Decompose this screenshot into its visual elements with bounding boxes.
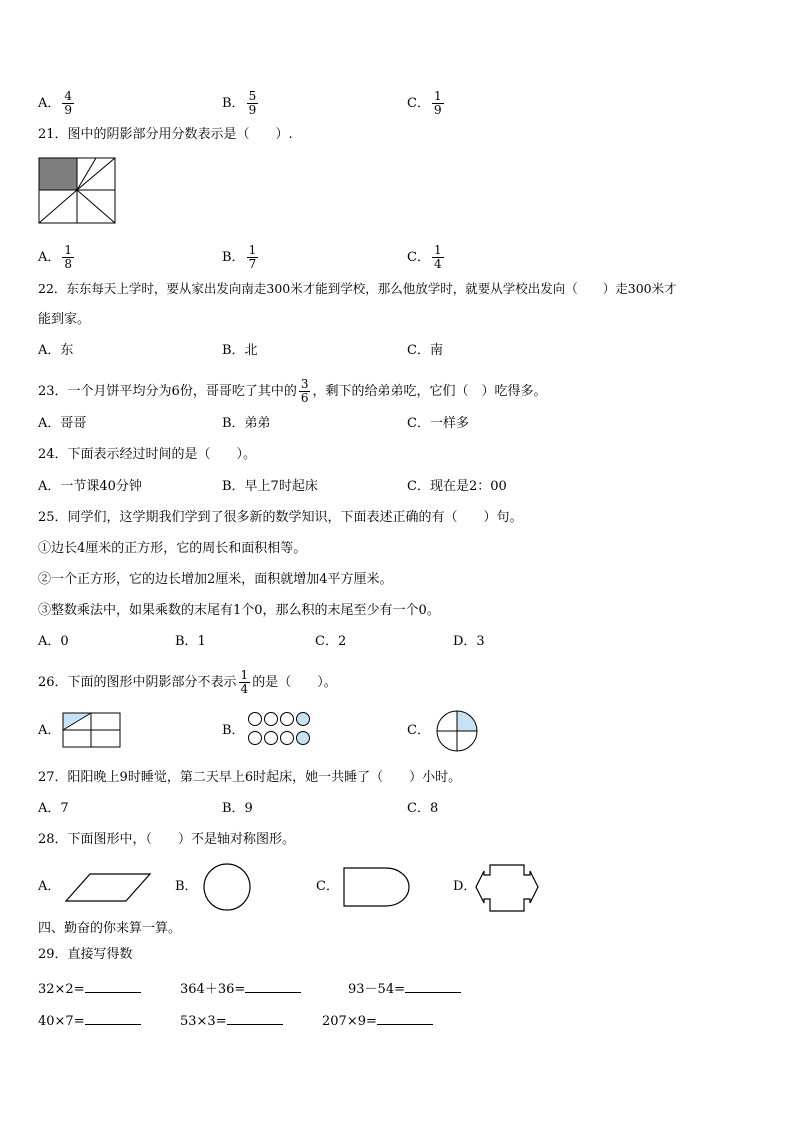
fraction: $\frac{5}{9}$ (248, 89, 257, 117)
q28-option-b[interactable]: B． (175, 879, 198, 894)
q24-option-a[interactable]: A．一节课40分钟 (38, 479, 142, 494)
q22-option-a[interactable]: A．东 (38, 343, 74, 358)
q20-option-c[interactable]: C． $\frac{1}{9}$ (407, 89, 442, 117)
q26-option-c[interactable]: C． (407, 723, 430, 738)
answer-blank[interactable] (245, 980, 301, 993)
fraction: $\frac{1}{4}$ (240, 668, 249, 696)
q22-option-b[interactable]: B．北 (222, 343, 258, 358)
q28-option-a[interactable]: A． (38, 879, 61, 894)
q21-option-b[interactable]: B． $\frac{1}{7}$ (222, 243, 257, 271)
q21-option-a[interactable]: A． $\frac{1}{8}$ (38, 243, 73, 271)
q29-expression-6: 207×9= (322, 1012, 433, 1030)
q29-expression-3: 93－54= (348, 980, 461, 998)
q22-stem-line2: 能到家。 (38, 312, 91, 327)
section-4-title: 四、勤奋的你来算一算。 (38, 921, 182, 936)
q22-option-c[interactable]: C．南 (407, 343, 443, 358)
answer-blank[interactable] (405, 980, 461, 993)
q28-option-c[interactable]: C． (316, 879, 339, 894)
q21-stem: 21．图中的阴影部分用分数表示是（ ）. (38, 127, 293, 142)
fraction: $\frac{1}{8}$ (64, 243, 73, 271)
q24-option-c[interactable]: C．现在是2：00 (407, 479, 507, 494)
answer-blank[interactable] (85, 980, 141, 993)
shaded-cell (39, 158, 77, 190)
q21-square-figure (38, 157, 118, 225)
answer-blank[interactable] (227, 1012, 283, 1025)
q23-stem: 23．一个月饼平均分为6份，哥哥吃了其中的 $\frac{3}{6}$ ，剩下的给弟弟吃，它们（ ）吃得多。 (38, 377, 547, 405)
q29-expression-5: 53×3= (180, 1012, 283, 1030)
q28-arrow-cross-figure (474, 863, 542, 913)
fraction: $\frac{1}{7}$ (248, 243, 257, 271)
q25-option-a[interactable]: A．0 (38, 634, 69, 649)
fraction: $\frac{1}{9}$ (433, 89, 442, 117)
q28-stem: 28．下面图形中，（ ）不是轴对称图形。 (38, 832, 296, 847)
q28-circle-figure (200, 862, 254, 912)
q26-option-b[interactable]: B． (222, 723, 245, 738)
q20-option-b[interactable]: B． $\frac{5}{9}$ (222, 89, 257, 117)
answer-blank[interactable] (377, 1012, 433, 1025)
q25-statement-3: ③整数乘法中，如果乘数的末尾有1个0，那么积的末尾至少有一个0。 (38, 603, 440, 618)
answer-blank[interactable] (85, 1012, 141, 1025)
q27-option-a[interactable]: A．7 (38, 801, 69, 816)
q27-stem: 27．阳阳晚上9时睡觉，第二天早上6时起床，她一共睡了（ ）小时。 (38, 770, 462, 785)
q29-expression-1: 32×2= (38, 980, 141, 998)
q22-stem-line1: 22．东东每天上学时，要从家出发向南走300米才能到学校，那么他放学时，就要从学校出发向（ ）走300米才 (38, 281, 677, 296)
q26-figure-b-circles (246, 710, 316, 748)
q23-option-b[interactable]: B．弟弟 (222, 416, 271, 431)
q21-option-c[interactable]: C． $\frac{1}{4}$ (407, 243, 442, 271)
q23-option-c[interactable]: C．一样多 (407, 416, 469, 431)
q29-expression-4: 40×7= (38, 1012, 141, 1030)
q24-option-b[interactable]: B．早上7时起床 (222, 479, 318, 494)
q26-figure-a-rectangle (62, 712, 122, 749)
q25-option-c[interactable]: C．2 (315, 634, 347, 649)
q26-stem: 26．下面的图形中阴影部分不表示 $\frac{1}{4}$ 的是（ ）。 (38, 668, 337, 696)
fraction: $\frac{1}{4}$ (433, 243, 442, 271)
q27-option-c[interactable]: C．8 (407, 801, 439, 816)
fraction: $\frac{4}{9}$ (64, 89, 73, 117)
q26-figure-c-circle (434, 709, 480, 753)
q28-parallelogram-figure (64, 872, 154, 904)
q25-stem: 25．同学们，这学期我们学到了很多新的数学知识，下面表述正确的有（ ）句。 (38, 510, 523, 525)
q25-option-d[interactable]: D．3 (453, 634, 485, 649)
q25-statement-2: ②一个正方形，它的边长增加2厘米，面积就增加4平方厘米。 (38, 572, 393, 587)
q25-option-b[interactable]: B．1 (175, 634, 206, 649)
q29-expression-2: 364＋36= (180, 980, 301, 998)
q25-statement-1: ①边长4厘米的正方形，它的周长和面积相等。 (38, 541, 307, 556)
q27-option-b[interactable]: B．9 (222, 801, 253, 816)
fraction: $\frac{3}{6}$ (300, 377, 309, 405)
q24-stem: 24．下面表示经过时间的是（ ）。 (38, 447, 257, 462)
q20-option-a[interactable]: A． $\frac{4}{9}$ (38, 89, 73, 117)
q29-stem: 29．直接写得数 (38, 947, 133, 962)
q23-option-a[interactable]: A．哥哥 (38, 416, 87, 431)
q28-rounded-shape-figure (340, 865, 412, 909)
q28-option-d[interactable]: D． (453, 879, 477, 894)
q26-option-a[interactable]: A． (38, 723, 61, 738)
